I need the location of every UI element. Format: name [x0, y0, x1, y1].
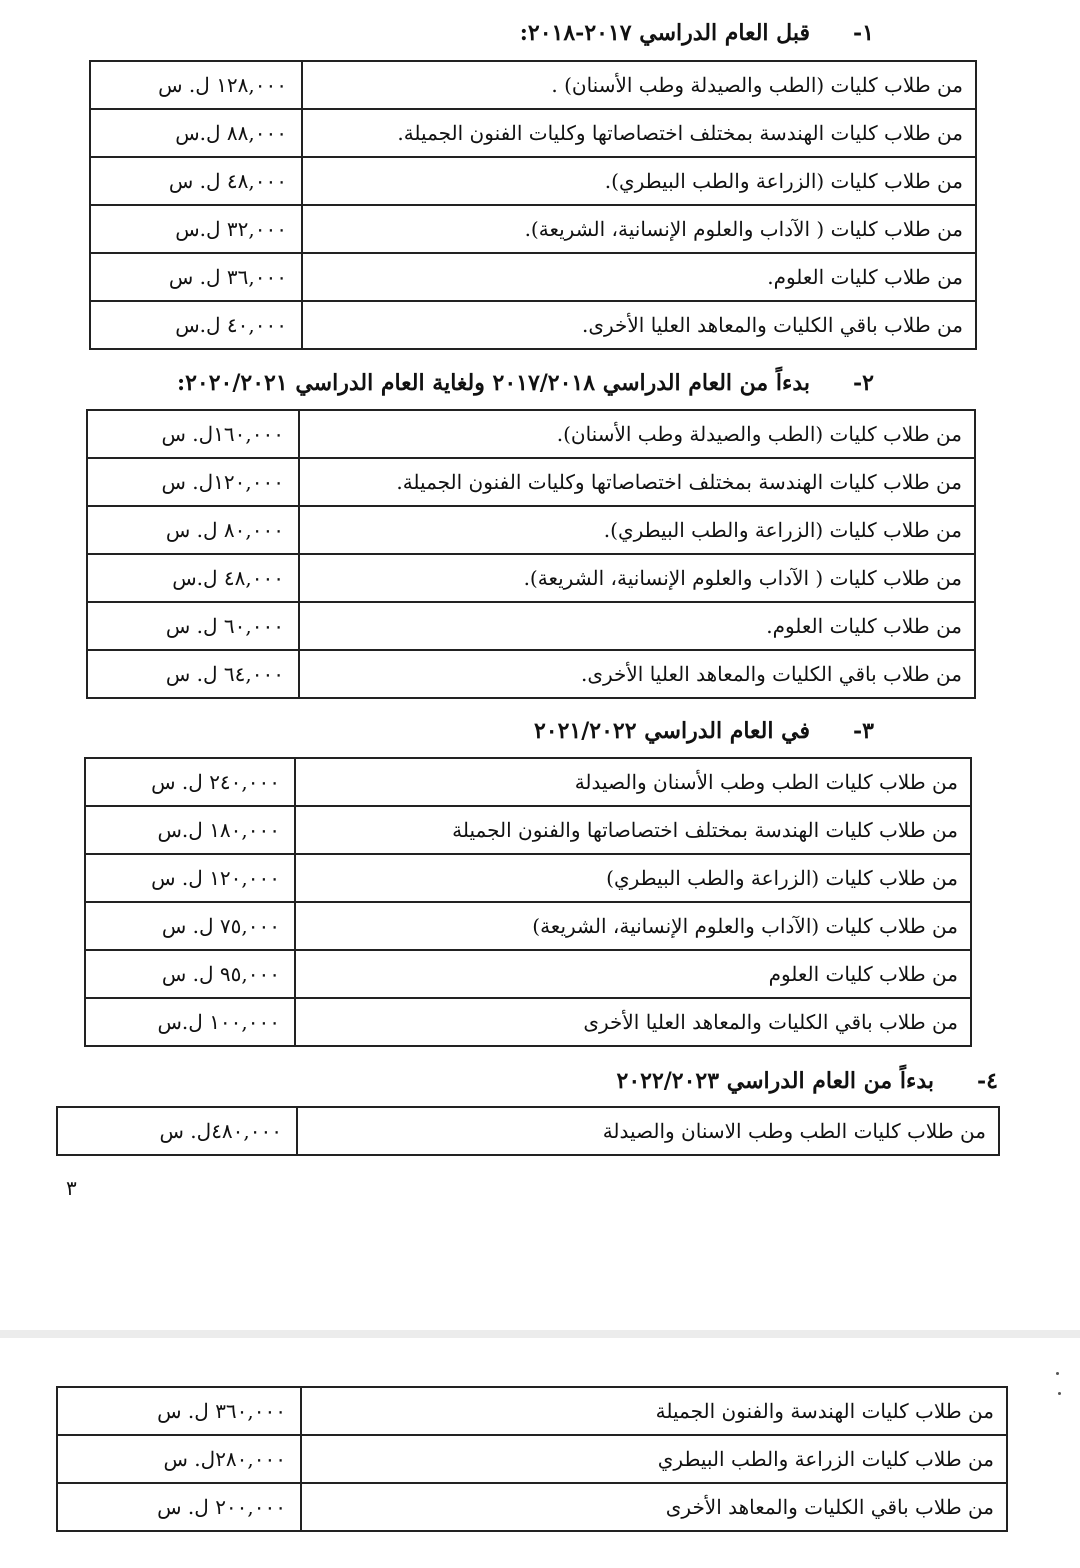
table-row [85, 950, 971, 998]
faculty-description: من طلاب كليات (الزراعة والطب البيطري). [302, 157, 976, 205]
section-3-heading [534, 716, 874, 746]
fee-amount: ٤٠,٠٠٠ ل.س [90, 301, 302, 349]
fees-table-continuation [56, 1386, 1008, 1532]
scan-speck [1058, 1392, 1061, 1395]
faculty-description: من طلاب كليات (الآداب والعلوم الإنسانية، الشريعة) [295, 902, 971, 950]
table-row [90, 205, 976, 253]
faculty-description: من طلاب كليات (الطب والصيدلة وطب الأسنان) . [302, 61, 976, 109]
fee-amount: ٦٠,٠٠٠ ل. س [87, 602, 299, 650]
table-row [87, 458, 975, 506]
fee-amount: ٨٠,٠٠٠ ل. س [87, 506, 299, 554]
page-separator [0, 1330, 1080, 1338]
faculty-description: من طلاب باقي الكليات والمعاهد العليا الأخرى. [302, 301, 976, 349]
section-1-heading [520, 18, 874, 48]
fee-amount: ٧٥,٠٠٠ ل. س [85, 902, 295, 950]
table-row [87, 650, 975, 698]
table-row [90, 61, 976, 109]
faculty-description: من طلاب كليات الهندسة والفنون الجميلة [301, 1387, 1007, 1435]
section-3-title: في العام الدراسي ٢٠٢١/٢٠٢٢ [533, 718, 810, 744]
faculty-description: من طلاب كليات الطب وطب الأسنان والصيدلة [295, 758, 971, 806]
table-row [85, 806, 971, 854]
fee-amount: ٤٨,٠٠٠ ل. س [90, 157, 302, 205]
fee-amount: ٦٤,٠٠٠ ل. س [87, 650, 299, 698]
faculty-description: من طلاب باقي الكليات والمعاهد العليا الأخرى. [299, 650, 975, 698]
fee-amount: ٣٦,٠٠٠ ل. س [90, 253, 302, 301]
fee-amount: ٢٠٠,٠٠٠ ل. س [57, 1483, 301, 1531]
section-4-title: بدءاً من العام الدراسي ٢٠٢٢/٢٠٢٣ [616, 1068, 934, 1094]
fee-amount: ١٢٨,٠٠٠ ل. س [90, 61, 302, 109]
fee-amount: ٢٨٠,٠٠٠ل. س [57, 1435, 301, 1483]
table-row [87, 410, 975, 458]
fee-amount: ٤٨٠,٠٠٠ل. س [57, 1107, 297, 1155]
fee-amount: ٤٨,٠٠٠ ل.س [87, 554, 299, 602]
table-row [90, 253, 976, 301]
section-2-title: بدءاً من العام الدراسي ٢٠١٧/٢٠١٨ ولغاية العام الدراسي ٢٠٢٠/٢٠٢١: [176, 370, 810, 396]
fees-table-section-3 [84, 757, 972, 1047]
faculty-description: من طلاب كليات الهندسة بمختلف اختصاصاتها وكليات الفنون الجميلة. [299, 458, 975, 506]
section-2-heading [177, 368, 874, 398]
page-number: ٣ [66, 1176, 77, 1200]
fee-amount: ٣٦٠,٠٠٠ ل. س [57, 1387, 301, 1435]
faculty-description: من طلاب كليات العلوم. [302, 253, 976, 301]
fees-table-section-1 [89, 60, 977, 350]
table-row [85, 854, 971, 902]
table-row [90, 109, 976, 157]
fee-amount: ١٨٠,٠٠٠ ل.س [85, 806, 295, 854]
section-1-number: ١- [853, 20, 874, 46]
fees-table-section-4 [56, 1106, 1000, 1156]
fee-amount: ٨٨,٠٠٠ ل.س [90, 109, 302, 157]
table-row [85, 758, 971, 806]
faculty-description: من طلاب كليات (الزراعة والطب البيطري). [299, 506, 975, 554]
section-4-number: ٤- [977, 1068, 998, 1094]
section-2-number: ٢- [853, 370, 874, 396]
table-row [85, 998, 971, 1046]
fee-amount: ١٠٠,٠٠٠ ل.س [85, 998, 295, 1046]
table-row [85, 902, 971, 950]
section-1-title: قبل العام الدراسي ٢٠١٧-٢٠١٨: [519, 20, 810, 46]
faculty-description: من طلاب كليات الهندسة بمختلف اختصاصاتها والفنون الجميلة [295, 806, 971, 854]
faculty-description: من طلاب كليات ( الآداب والعلوم الإنسانية، الشريعة). [299, 554, 975, 602]
faculty-description: من طلاب باقي الكليات والمعاهد الأخرى [301, 1483, 1007, 1531]
table-row [90, 301, 976, 349]
table-row [90, 157, 976, 205]
faculty-description: من طلاب كليات الهندسة بمختلف اختصاصاتها وكليات الفنون الجميلة. [302, 109, 976, 157]
table-row [57, 1387, 1007, 1435]
faculty-description: من طلاب كليات العلوم. [299, 602, 975, 650]
scan-speck [1056, 1372, 1059, 1375]
table-row [87, 602, 975, 650]
table-row [87, 506, 975, 554]
faculty-description: من طلاب باقي الكليات والمعاهد العليا الأخرى [295, 998, 971, 1046]
fee-amount: ١٢٠,٠٠٠ل. س [87, 458, 299, 506]
fee-amount: ٣٢,٠٠٠ ل.س [90, 205, 302, 253]
faculty-description: من طلاب كليات (الزراعة والطب البيطري) [295, 854, 971, 902]
table-row [57, 1435, 1007, 1483]
fee-amount: ٩٥,٠٠٠ ل. س [85, 950, 295, 998]
table-row [87, 554, 975, 602]
faculty-description: من طلاب كليات (الطب والصيدلة وطب الأسنان). [299, 410, 975, 458]
section-3-number: ٣- [853, 718, 874, 744]
section-4-heading [617, 1066, 999, 1096]
fees-table-section-2 [86, 409, 976, 699]
faculty-description: من طلاب كليات العلوم [295, 950, 971, 998]
fee-amount: ١٢٠,٠٠٠ ل. س [85, 854, 295, 902]
fee-amount: ١٦٠,٠٠٠ل. س [87, 410, 299, 458]
table-row [57, 1483, 1007, 1531]
faculty-description: من طلاب كليات ( الآداب والعلوم الإنسانية، الشريعة). [302, 205, 976, 253]
faculty-description: من طلاب كليات الطب وطب الاسنان والصيدلة [297, 1107, 999, 1155]
faculty-description: من طلاب كليات الزراعة والطب البيطري [301, 1435, 1007, 1483]
fee-amount: ٢٤٠,٠٠٠ ل. س [85, 758, 295, 806]
table-row [57, 1107, 999, 1155]
